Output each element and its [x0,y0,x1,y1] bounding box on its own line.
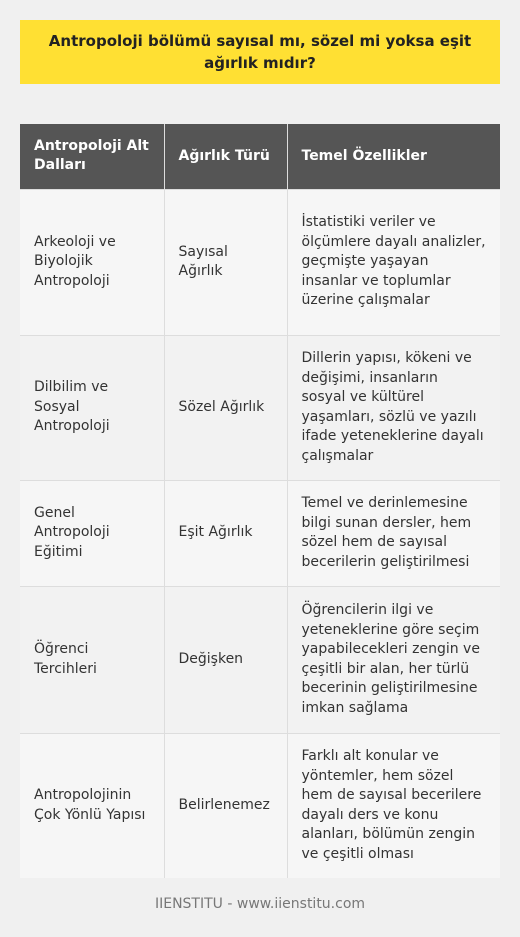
table-row [20,335,500,480]
cell-weight-type: Değişken [164,586,287,733]
table-row [20,586,500,733]
table-row [20,480,500,586]
cell-features: İstatistiki veriler ve ölçümlere dayalı analizler, geçmişte yaşayan insanlar ve toplumlar üzerine çalışmalar [287,189,500,335]
comparison-table [20,124,500,878]
cell-features: Dillerin yapısı, kökeni ve değişimi, insanların sosyal ve kültürel yaşamları, sözlü ve yazılı ifade yeteneklerine dayalı çalışmalar [287,335,500,480]
cell-weight-type: Eşit Ağırlık [164,480,287,586]
column-header-features: Temel Özellikler [287,124,500,189]
footer-credit: IIENSTITU - www.iienstitu.com [154,896,366,912]
cell-features: Farklı alt konular ve yöntemler, hem sözel hem de sayısal becerilere dayalı ders ve konu alanları, bölümün zengin ve çeşitli olması [287,733,500,878]
page-title [20,20,500,84]
cell-subfield: Genel Antropoloji Eğitimi [20,480,164,586]
table-row [20,189,500,335]
cell-weight-type: Sözel Ağırlık [164,335,287,480]
cell-weight-type: Belirlenemez [164,733,287,878]
column-header-subfield: Antropoloji Alt Dalları [20,124,164,189]
cell-subfield: Dilbilim ve Sosyal Antropoloji [20,335,164,480]
page-title-text: Antropoloji bölümü sayısal mı, sözel mi yoksa eşit ağırlık mıdır? [48,32,472,72]
cell-weight-type: Sayısal Ağırlık [164,189,287,335]
cell-subfield: Antropolojinin Çok Yönlü Yapısı [20,733,164,878]
cell-features: Temel ve derinlemesine bilgi sunan dersler, hem sözel hem de sayısal becerilerin geliştirilmesi [287,480,500,586]
cell-subfield: Arkeoloji ve Biyolojik Antropoloji [20,189,164,335]
table-header-row [20,124,500,189]
column-header-weight-type: Ağırlık Türü [164,124,287,189]
cell-subfield: Öğrenci Tercihleri [20,586,164,733]
table-row [20,733,500,878]
cell-features: Öğrencilerin ilgi ve yeteneklerine göre seçim yapabilecekleri zengin ve çeşitli bir alan, her türlü becerinin geliştirilmesine imkan sağlama [287,586,500,733]
